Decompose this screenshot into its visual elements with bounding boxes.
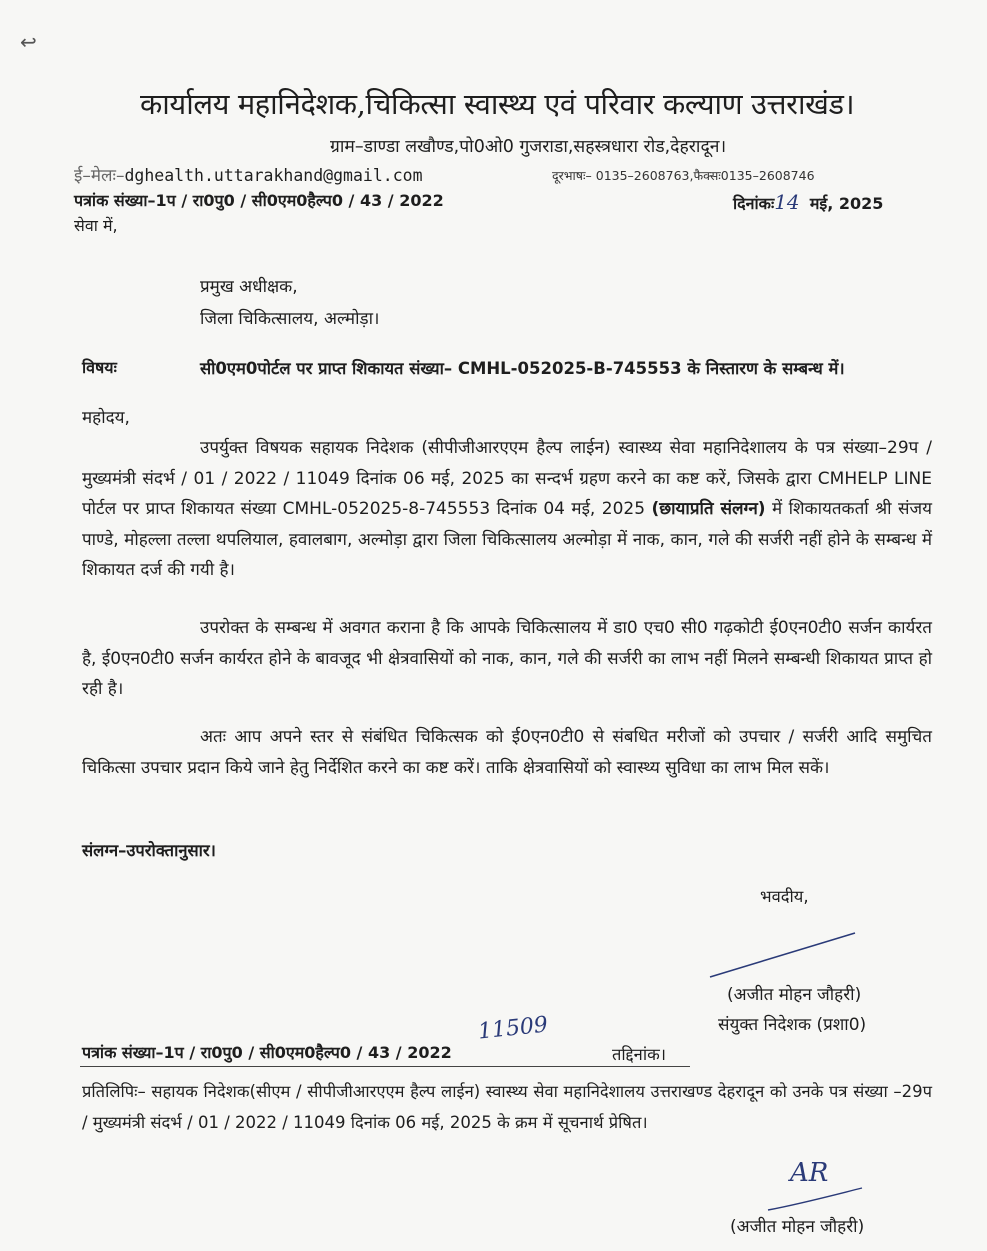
- paragraph-1-part-a: उपर्युक्त विषयक सहायक निदेशक (सीपीजीआरएएम हैल्प लाईन) स्वास्थ्य सेवा महानिदेशालय के पत्र संख्या–29प / मुख्यमंत्री संदर्भ / 01 / 2022 / 11049 दिनांक 06 मई, 2025 का सन्दर्भ ग्रहण करने का कष्ट करें, जिसके द्वारा CMHELP LINE पोर्टल पर प्राप्त शिकायत संख्या CMHL-052025-8-745553 दिनांक 04 मई, 2025: [82, 438, 932, 519]
- corner-mark-icon: ↩: [20, 30, 37, 54]
- paragraph-2: उपरोक्त के सम्बन्ध में अवगत कराना है कि आपके चिकित्सालय में डा0 एच0 सी0 गढ़कोटी ई0एन0टी0 सर्जन कार्यरत है, ई0एन0टी0 सर्जन कार्यरत होने के बावजूद भी क्षेत्रवासियों को नाक, कान, गले की सर्जरी का लाभ नहीं मिलने सम्बन्धी शिकायत प्राप्त हो रही है।: [82, 618, 932, 699]
- phone-fax: दूरभाषः– 0135–2608763,फैक्सः0135–2608746: [552, 168, 815, 183]
- email-label: ई–मेलः–: [74, 166, 125, 186]
- initials-signature: AR: [790, 1158, 829, 1188]
- paragraph-1-part-b: में शिकायतकर्ता श्री संजय पाण्डे, मोहल्ला तल्ला थपलियाल, हवालबाग, अल्मोड़ा द्वारा जिला चिकित्सालय अल्मोड़ा में नाक, कान, गले की सर्जरी नहीं होने के सम्बन्ध में शिकायत दर्ज की गयी है।: [82, 499, 932, 580]
- copy-signatory-name: (अजीत मोहन जौहरी): [730, 1217, 865, 1237]
- handwritten-dispatch-number: 11509: [476, 1012, 550, 1045]
- paragraph-1: [82, 433, 932, 586]
- seva-me: सेवा में,: [74, 216, 118, 235]
- date-label: दिनांकः: [733, 194, 775, 213]
- signature-stroke-1: [700, 925, 860, 985]
- subject-text: सी0एम0पोर्टल पर प्राप्त शिकायत संख्या– CMHL-052025-B-745553 के निस्तारण के सम्बन्ध में।: [200, 359, 845, 378]
- recipient-line-2: जिला चिकित्सालय, अल्मोड़ा।: [200, 309, 380, 329]
- paragraph-1-bold: (छायाप्रति संलग्न): [651, 499, 766, 519]
- office-title: कार्यालय महानिदेशक,चिकित्सा स्वास्थ्य एवं परिवार कल्याण उत्तराखंड।: [140, 87, 855, 121]
- copy-letter-number: पत्रांक संख्या–1प / रा0पु0 / सी0एम0हैल्प0 / 43 / 2022: [82, 1043, 452, 1062]
- tad-dinank: तद्दिनांक।: [612, 1045, 667, 1064]
- enclosure-note: संलग्न–उपरोक्तानुसार।: [82, 841, 216, 860]
- copy-underline: [80, 1066, 690, 1067]
- signatory-name: (अजीत मोहन जौहरी): [727, 985, 862, 1005]
- office-address: ग्राम–डाण्डा लखौण्ड,पो0ओ0 गुजराडा,सहस्त्रधारा रोड,देहरादून।: [330, 137, 727, 157]
- email-line: [74, 163, 423, 186]
- salutation: महोदय,: [82, 408, 130, 428]
- paragraph-3: अतः आप अपने स्तर से संबंधित चिकित्सक को ई0एन0टी0 से संबधित मरीजों को उपचार / सर्जरी आदि समुचित चिकित्सा उपचार प्रदान किये जाने हेतु निर्देशित करने का कष्ट करें। ताकि क्षेत्रवासियों को स्वास्थ्य सुविधा का लाभ मिल सकें।: [82, 727, 932, 778]
- signatory-designation: संयुक्त निदेशक (प्रशा0): [718, 1015, 867, 1035]
- copy-paragraph: प्रतिलिपिः– सहायक निदेशक(सीएम / सीपीजीआरएएम हैल्प लाईन) स्वास्थ्य सेवा महानिदेशालय उत्तराखण्ड देहरादून को उनके पत्र संख्या –29प / मुख्यमंत्री संदर्भ / 01 / 2022 / 11049 दिनांक 06 मई, 2025 के क्रम में सूचनार्थ प्रेषित।: [82, 1082, 932, 1132]
- date-handwritten: 14: [774, 190, 800, 214]
- recipient-line-1: प्रमुख अधीक्षक,: [200, 277, 298, 297]
- subject-label: विषयः: [82, 358, 117, 377]
- letter-date: [733, 190, 883, 214]
- email-address: dghealth.uttarakhand@gmail.com: [124, 166, 423, 185]
- date-rest: मई, 2025: [809, 194, 884, 213]
- letter-number: पत्रांक संख्या–1प / रा0पु0 / सी0एम0हैल्प0 / 43 / 2022: [74, 191, 444, 210]
- closing: भवदीय,: [760, 887, 809, 906]
